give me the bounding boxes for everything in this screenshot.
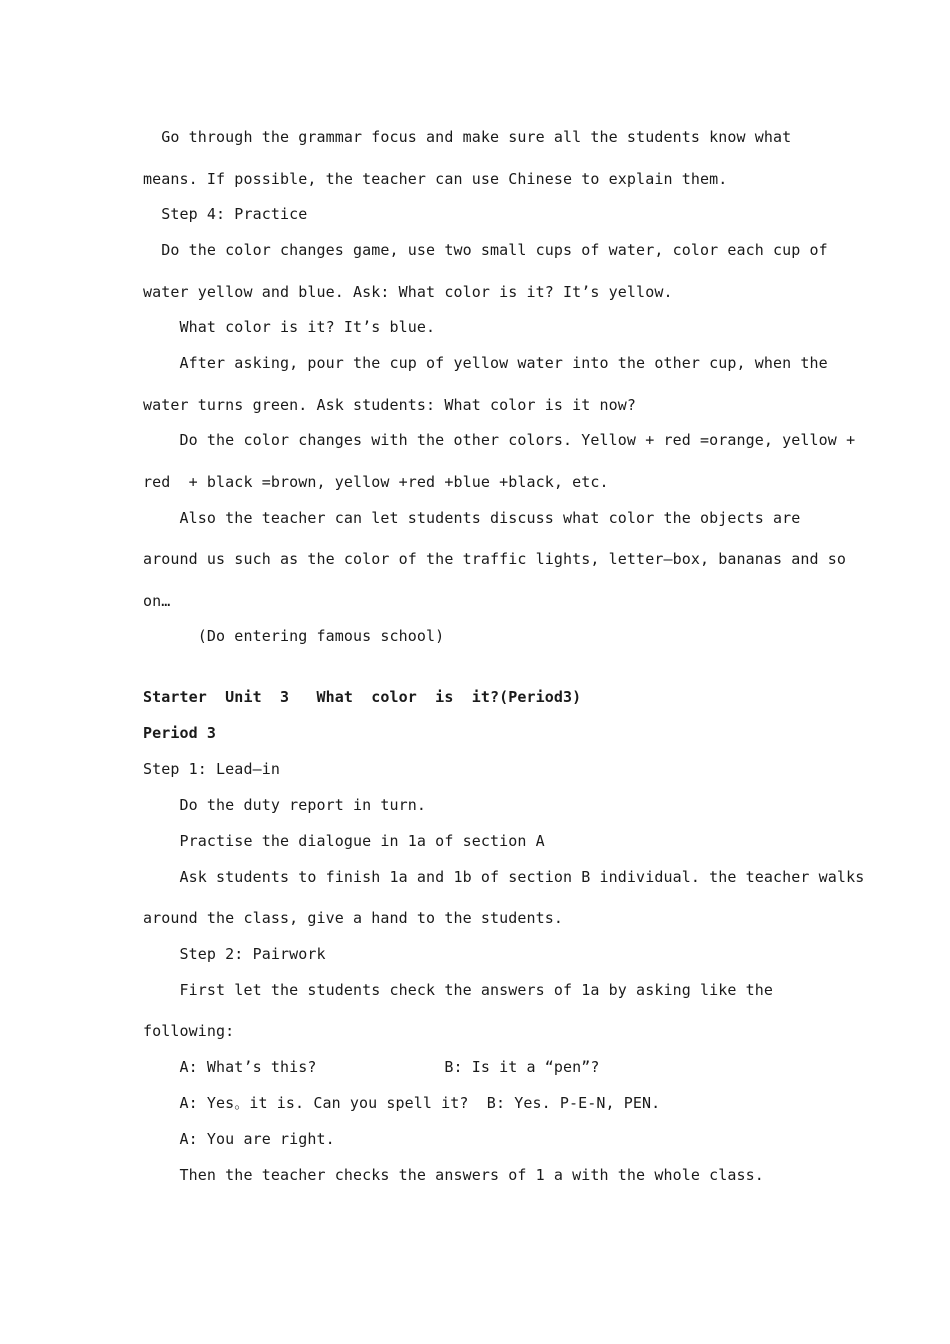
- dialogue-line: A: You are right.: [143, 1130, 335, 1148]
- text-line: (Do entering famous school): [143, 627, 445, 645]
- text-line: What color is it? It’s blue.: [143, 318, 436, 336]
- text-line: red + black =brown, yellow +red +blue +black, etc.: [143, 473, 609, 491]
- section-title: Starter Unit 3 What color is it?(Period3): [143, 688, 582, 706]
- dialogue-line: A: Yes。it is. Can you spell it? B: Yes. P-E-N, PEN.: [143, 1094, 661, 1112]
- text-line: on…: [143, 592, 171, 610]
- text-line: around the class, give a hand to the students.: [143, 909, 564, 927]
- text-line: Do the color changes game, use two small cups of water, color each cup of: [143, 241, 828, 259]
- text-line: water turns green. Ask students: What color is it now?: [143, 396, 637, 414]
- text-line: Go through the grammar focus and make sure all the students know what: [143, 128, 792, 146]
- text-line: Do the color changes with the other colors. Yellow + red =orange, yellow +: [143, 431, 856, 449]
- step-heading: Step 1: Lead—in: [143, 760, 280, 778]
- text-line: Ask students to finish 1a and 1b of section B individual. the teacher walks: [143, 868, 865, 886]
- step-heading: Step 4: Practice: [143, 205, 308, 223]
- text-line: Do the duty report in turn.: [143, 796, 427, 814]
- dialogue-line: A: What’s this? B: Is it a “pen”?: [143, 1058, 600, 1076]
- text-line: means. If possible, the teacher can use Chinese to explain them.: [143, 170, 728, 188]
- text-line: Practise the dialogue in 1a of section A: [143, 832, 545, 850]
- text-line: After asking, pour the cup of yellow water into the other cup, when the: [143, 354, 828, 372]
- text-line: around us such as the color of the traffic lights, letter—box, bananas and so: [143, 550, 847, 568]
- text-line: First let the students check the answers of 1a by asking like the: [143, 981, 774, 999]
- text-line: water yellow and blue. Ask: What color is it? It’s yellow.: [143, 283, 673, 301]
- text-line: Then the teacher checks the answers of 1 a with the whole class.: [143, 1166, 764, 1184]
- text-line: following:: [143, 1022, 235, 1040]
- period-heading: Period 3: [143, 724, 217, 742]
- step-heading: Step 2: Pairwork: [143, 945, 326, 963]
- text-line: Also the teacher can let students discuss what color the objects are: [143, 509, 801, 527]
